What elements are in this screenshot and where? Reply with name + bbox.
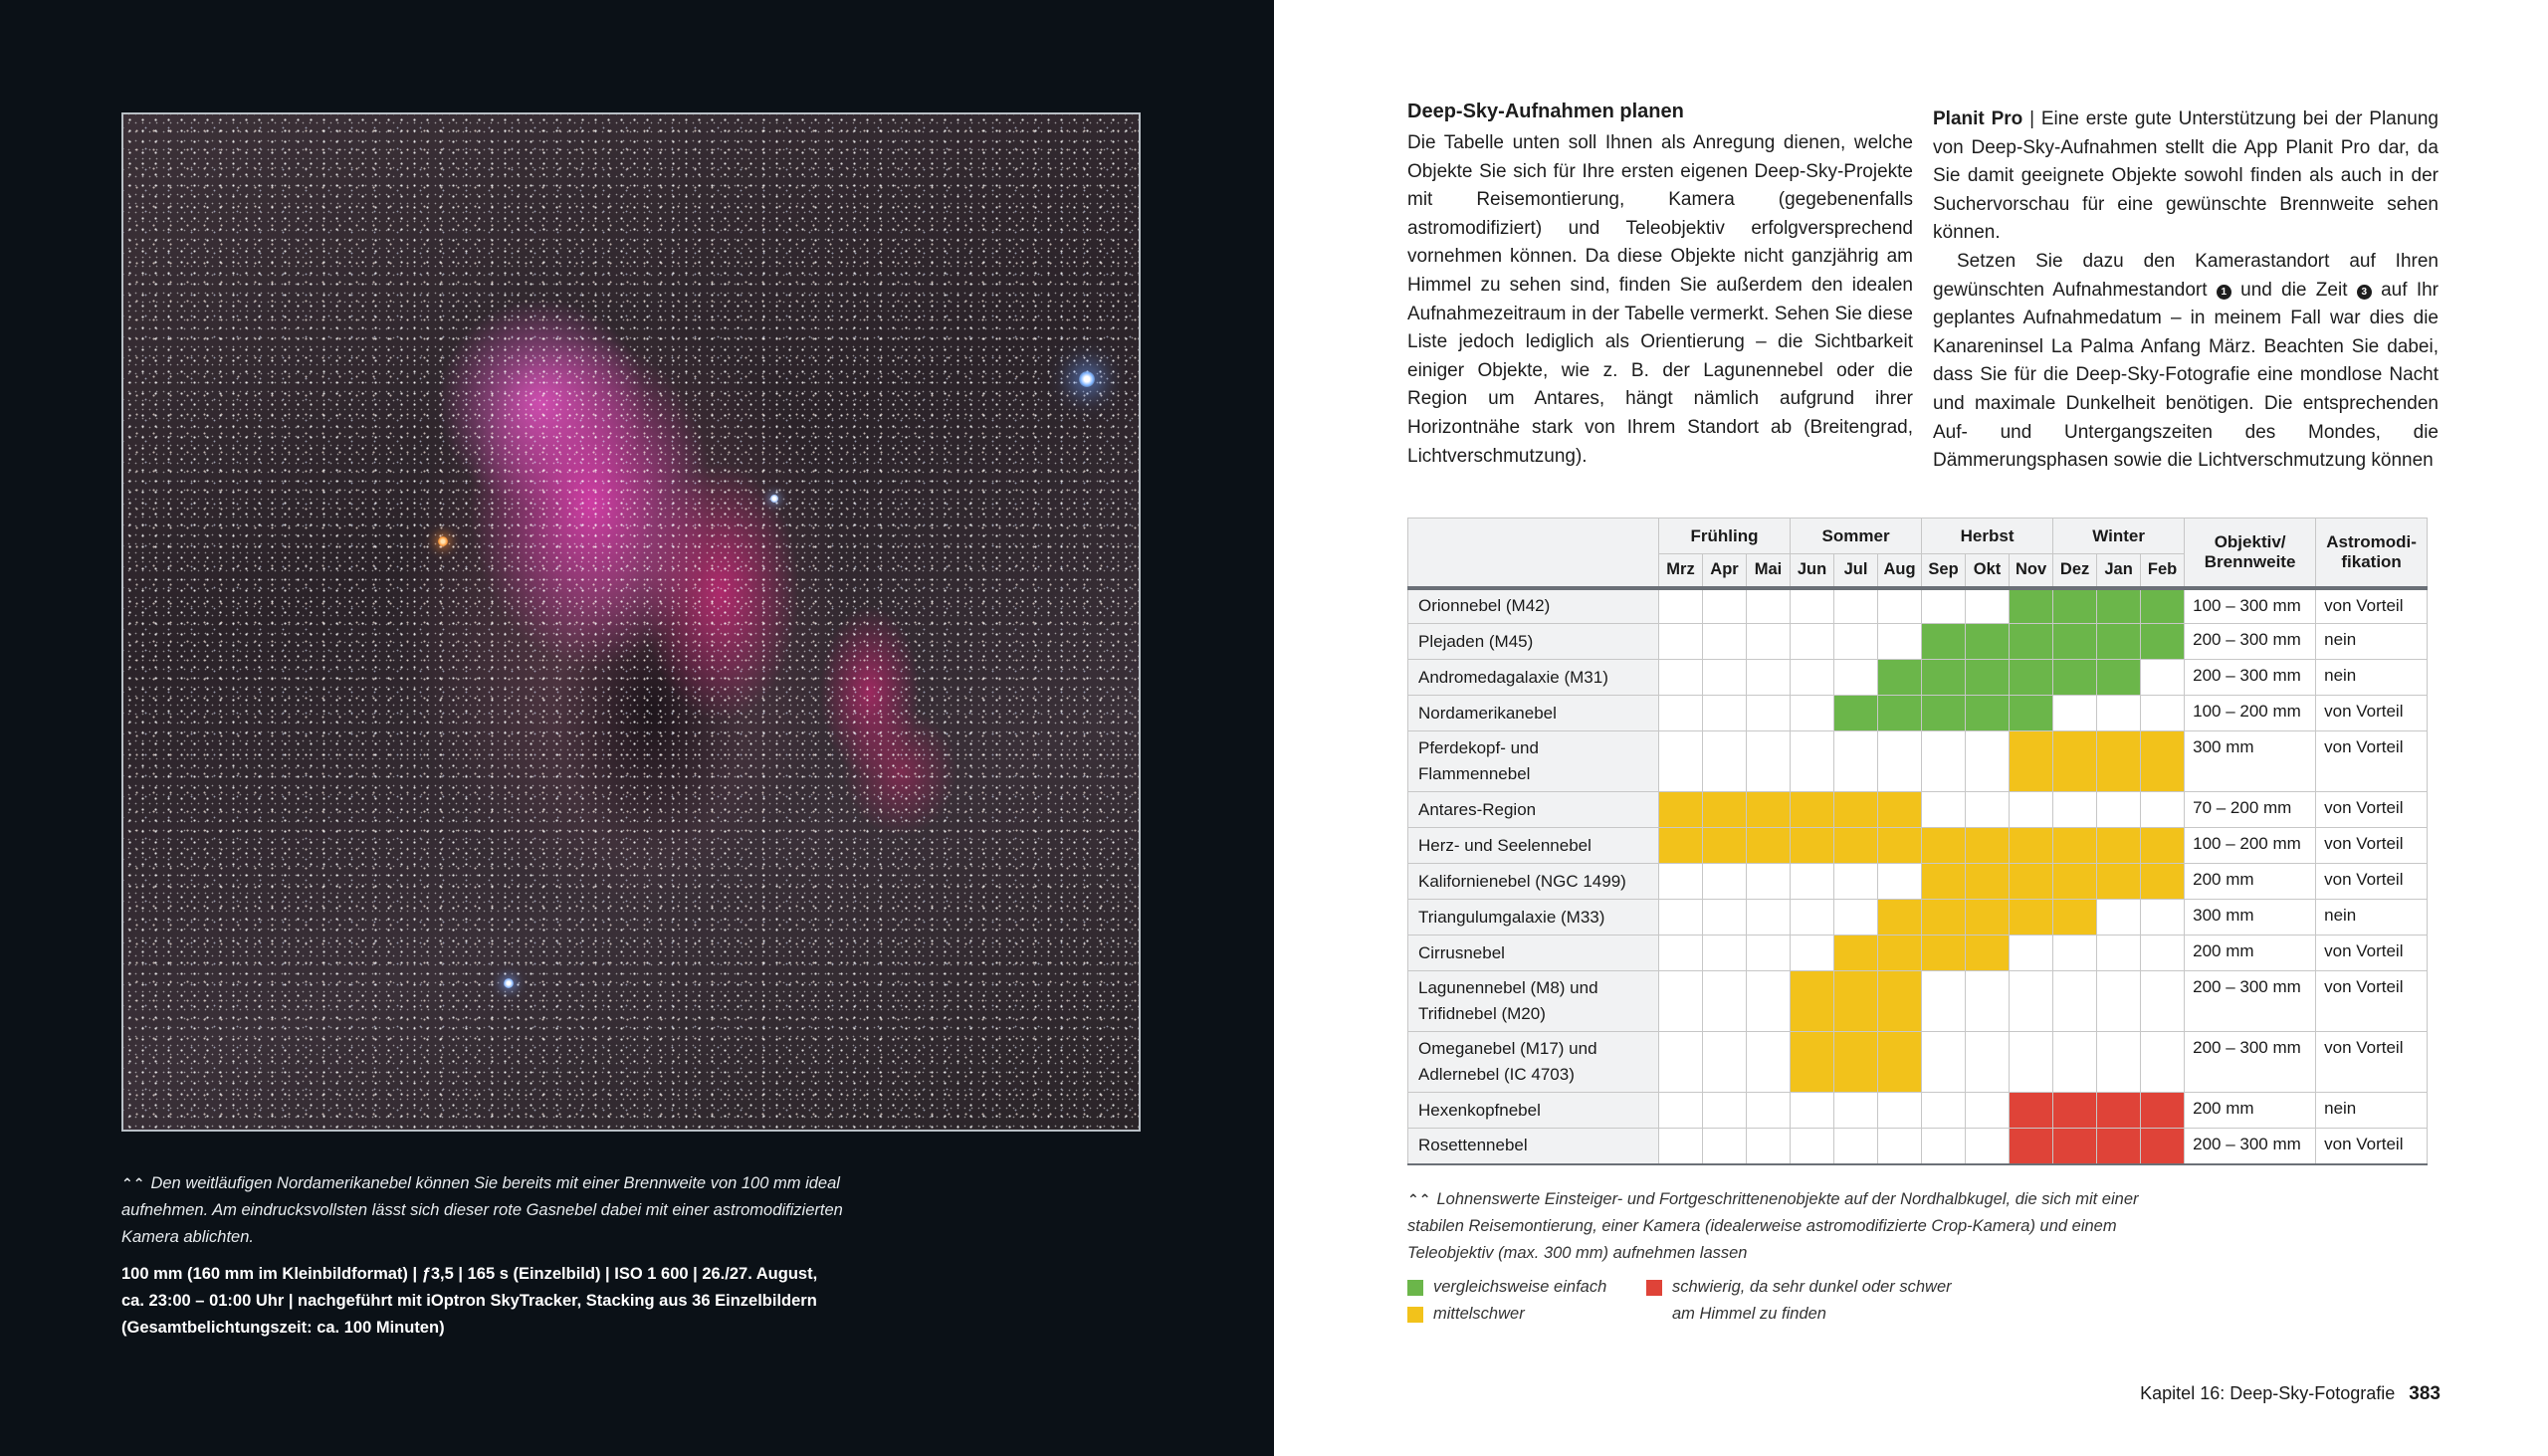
month-cell xyxy=(1703,828,1747,864)
astromod-value: von Vorteil xyxy=(2316,1129,2428,1164)
marker-3-icon: 3 xyxy=(2357,285,2372,300)
month-cell xyxy=(1878,624,1922,660)
photo-caption-text: ⌃⌃ Den weitläufigen Nordamerikanebel können Sie bereits mit einer Brennweite von 100 mm ideal aufnehmen. Am eindrucksvollsten lässt sich dieser rote Gasnebel dabei mit einer astromodifizierten Kamera ablichten. xyxy=(121,1170,878,1251)
month-cell xyxy=(1659,1129,1703,1164)
month-cell xyxy=(2141,828,2185,864)
month-cell xyxy=(2141,731,2185,792)
section-heading: Deep-Sky-Aufnahmen planen xyxy=(1407,101,1684,122)
month-cell xyxy=(1791,1129,1834,1164)
right-page xyxy=(1274,0,2548,1456)
month-header: Sep xyxy=(1922,554,1966,588)
month-cell xyxy=(1659,731,1703,792)
table-row xyxy=(1408,792,2428,828)
month-cell xyxy=(1834,731,1878,792)
month-header: Aug xyxy=(1878,554,1922,588)
focal-length: 200 – 300 mm xyxy=(2185,1032,2316,1093)
month-cell xyxy=(1703,588,1747,624)
month-cell xyxy=(1747,792,1791,828)
month-cell xyxy=(2141,1093,2185,1129)
month-cell xyxy=(2053,624,2097,660)
month-cell xyxy=(1922,1093,1966,1129)
month-cell xyxy=(1922,936,1966,971)
month-cell xyxy=(1966,731,2010,792)
legend-hard-swatch xyxy=(1646,1280,1662,1296)
month-cell xyxy=(1878,1093,1922,1129)
month-cell xyxy=(1791,624,1834,660)
lens-header: Objektiv/ Brennweite xyxy=(2185,519,2316,588)
object-name: Omeganebel (M17) und Adlernebel (IC 4703) xyxy=(1408,1032,1659,1093)
month-cell xyxy=(2010,864,2053,900)
difficulty-legend: vergleichsweise einfach mittelschwer schwierig, da sehr dunkel oder schwer am Himmel zu finden xyxy=(1407,1274,2044,1334)
north-america-nebula-photo xyxy=(121,112,1141,1132)
month-cell xyxy=(1791,864,1834,900)
month-cell xyxy=(1878,971,1922,1032)
month-cell xyxy=(1659,900,1703,936)
month-cell xyxy=(2010,936,2053,971)
object-name: Cirrusnebel xyxy=(1408,936,1659,971)
table-row xyxy=(1408,1093,2428,1129)
astromod-value: von Vorteil xyxy=(2316,588,2428,624)
astromod-value: von Vorteil xyxy=(2316,1032,2428,1093)
month-cell xyxy=(2141,588,2185,624)
month-cell xyxy=(2010,792,2053,828)
focal-length: 70 – 200 mm xyxy=(2185,792,2316,828)
legend-medium-swatch xyxy=(1407,1307,1423,1323)
month-cell xyxy=(1922,624,1966,660)
table-row xyxy=(1408,588,2428,624)
month-cell xyxy=(1966,864,2010,900)
blue-star xyxy=(504,978,514,988)
month-cell xyxy=(2010,971,2053,1032)
deep-sky-objects-table xyxy=(1407,518,2428,1165)
focal-length: 200 mm xyxy=(2185,936,2316,971)
page-number: 383 xyxy=(2409,1383,2441,1404)
month-cell xyxy=(2010,696,2053,731)
month-cell xyxy=(1659,1032,1703,1093)
month-cell xyxy=(1747,1093,1791,1129)
month-header: Jan xyxy=(2097,554,2141,588)
object-name: Antares-Region xyxy=(1408,792,1659,828)
table-caption: ⌃⌃ Lohnenswerte Einsteiger- und Fortgeschrittenenobjekte auf der Nordhalbkugel, die sich mit einer stabilen Reisemontierung, einer Kamera (idealerweise astromodifizierte Crop-Kamera) und einem Teleobjektiv (max. 300 mm) aufnehmen lassen xyxy=(1407,1186,2164,1267)
month-cell xyxy=(1747,936,1791,971)
month-cell xyxy=(2141,864,2185,900)
month-cell xyxy=(1922,696,1966,731)
month-cell xyxy=(1922,1129,1966,1164)
month-cell xyxy=(1747,588,1791,624)
orange-star xyxy=(438,536,448,546)
exposure-details: 100 mm (160 mm im Kleinbildformat) | ƒ3,5 | 165 s (Einzelbild) | ISO 1 600 | 26./27. August, ca. 23:00 – 01:00 Uhr | nachgeführt mit iOptron SkyTracker, Stacking aus 36 Einzelbildern (Gesamtbelichtungszeit: ca. 100 Minuten) xyxy=(121,1265,818,1337)
caption-arrow-icon: ⌃⌃ xyxy=(1407,1191,1431,1207)
month-cell xyxy=(2097,1129,2141,1164)
month-cell xyxy=(1703,1093,1747,1129)
object-name: Pferdekopf- und Flammennebel xyxy=(1408,731,1659,792)
month-cell xyxy=(1747,731,1791,792)
month-cell xyxy=(1834,936,1878,971)
focal-length: 200 – 300 mm xyxy=(2185,624,2316,660)
page-footer xyxy=(2122,1383,2441,1405)
object-name: Plejaden (M45) xyxy=(1408,624,1659,660)
month-cell xyxy=(2053,1032,2097,1093)
month-cell xyxy=(1703,731,1747,792)
astromod-value: von Vorteil xyxy=(2316,971,2428,1032)
text-column-right xyxy=(1933,105,2439,476)
month-cell xyxy=(1922,660,1966,696)
month-cell xyxy=(2097,971,2141,1032)
month-cell xyxy=(1834,624,1878,660)
table-row xyxy=(1408,1032,2428,1093)
object-name: Nordamerikanebel xyxy=(1408,696,1659,731)
month-cell xyxy=(2053,588,2097,624)
month-cell xyxy=(1747,624,1791,660)
month-cell xyxy=(2097,792,2141,828)
month-cell xyxy=(1659,1093,1703,1129)
astromod-value: nein xyxy=(2316,660,2428,696)
month-cell xyxy=(1834,1093,1878,1129)
month-cell xyxy=(2141,1129,2185,1164)
month-cell xyxy=(1834,828,1878,864)
month-cell xyxy=(2053,1093,2097,1129)
month-cell xyxy=(2053,731,2097,792)
month-cell xyxy=(2097,828,2141,864)
month-cell xyxy=(1966,936,2010,971)
astromod-value: von Vorteil xyxy=(2316,864,2428,900)
month-cell xyxy=(1966,588,2010,624)
month-cell xyxy=(2053,864,2097,900)
object-header xyxy=(1408,519,1659,588)
astromod-value: nein xyxy=(2316,1093,2428,1129)
month-cell xyxy=(1747,1032,1791,1093)
month-cell xyxy=(1703,1129,1747,1164)
month-cell xyxy=(1747,864,1791,900)
month-cell xyxy=(1834,660,1878,696)
month-cell xyxy=(2010,588,2053,624)
month-cell xyxy=(2097,624,2141,660)
month-cell xyxy=(1659,971,1703,1032)
month-cell xyxy=(2097,731,2141,792)
month-cell xyxy=(1878,792,1922,828)
month-cell xyxy=(1922,864,1966,900)
month-cell xyxy=(1659,660,1703,696)
text-column-left xyxy=(1407,98,1913,471)
month-cell xyxy=(1966,828,2010,864)
month-cell xyxy=(1922,828,1966,864)
month-cell xyxy=(1703,624,1747,660)
table-row xyxy=(1408,864,2428,900)
month-cell xyxy=(1747,900,1791,936)
month-cell xyxy=(1747,971,1791,1032)
month-cell xyxy=(2141,624,2185,660)
table-row xyxy=(1408,971,2428,1032)
month-header: Mai xyxy=(1747,554,1791,588)
astromod-value: nein xyxy=(2316,624,2428,660)
caption-arrow-icon: ⌃⌃ xyxy=(121,1175,145,1191)
marker-1-icon: 1 xyxy=(2217,285,2231,300)
photo-caption xyxy=(121,1170,878,1342)
month-cell xyxy=(2141,660,2185,696)
month-cell xyxy=(1922,900,1966,936)
month-cell xyxy=(1791,731,1834,792)
month-cell xyxy=(1966,696,2010,731)
month-cell xyxy=(1659,936,1703,971)
month-header: Jun xyxy=(1791,554,1834,588)
table-row xyxy=(1408,696,2428,731)
month-cell xyxy=(1703,660,1747,696)
month-cell xyxy=(1659,624,1703,660)
month-cell xyxy=(2010,731,2053,792)
month-cell xyxy=(1966,624,2010,660)
month-header: Dez xyxy=(2053,554,2097,588)
month-cell xyxy=(2053,936,2097,971)
object-name: Andromedagalaxie (M31) xyxy=(1408,660,1659,696)
month-cell xyxy=(1966,900,2010,936)
table-row xyxy=(1408,828,2428,864)
month-cell xyxy=(1791,588,1834,624)
month-cell xyxy=(1878,588,1922,624)
object-name: Orionnebel (M42) xyxy=(1408,588,1659,624)
month-cell xyxy=(2053,1129,2097,1164)
month-cell xyxy=(1878,1129,1922,1164)
intro-paragraph: Die Tabelle unten soll Ihnen als Anregung dienen, welche Objekte Sie sich für Ihre ersten eigenen Deep-Sky-Projekte mit Reisemontierung, Kamera (gegebenenfalls astromodifiziert) und Teleobjektiv erfolgversprechend vornehmen können. Da diese Objekte nicht ganzjährig am Himmel zu sehen sind, finden Sie außerdem den idealen Aufnahmezeitraum in der Tabelle vermerkt. Sehen Sie diese Liste jedoch lediglich als Orientierung – die Sichtbarkeit einiger Objekte, wie z. B. der Lagunennebel oder die Region um Antares, hängt nämlich aufgrund ihrer Horizontnähe stark von Ihrem Standort ab (Breitengrad, Lichtverschmutzung). xyxy=(1407,132,1913,467)
month-cell xyxy=(2141,1032,2185,1093)
legend-easy-swatch xyxy=(1407,1280,1423,1296)
month-cell xyxy=(1791,828,1834,864)
focal-length: 200 mm xyxy=(2185,864,2316,900)
planit-paragraph: Planit Pro | Eine erste gute Unterstützung bei der Planung von Deep-Sky-Aufnahmen stellt die App Planit Pro dar, da Sie damit geeignete Objekte sowohl finden als auch in der Suchervorschau für eine gewünschte Brennweite sehen können. xyxy=(1933,108,2439,244)
month-cell xyxy=(1834,696,1878,731)
astromod-header: Astromodi-fikation xyxy=(2316,519,2428,588)
month-cell xyxy=(1966,1032,2010,1093)
month-header: Jul xyxy=(1834,554,1878,588)
month-cell xyxy=(1966,1129,2010,1164)
object-name: Triangulumgalaxie (M33) xyxy=(1408,900,1659,936)
month-cell xyxy=(1922,588,1966,624)
month-cell xyxy=(2053,696,2097,731)
month-header: Apr xyxy=(1703,554,1747,588)
focal-length: 200 – 300 mm xyxy=(2185,660,2316,696)
month-cell xyxy=(1878,900,1922,936)
month-cell xyxy=(1878,1032,1922,1093)
month-cell xyxy=(1703,936,1747,971)
table-row xyxy=(1408,1129,2428,1164)
month-cell xyxy=(1703,696,1747,731)
month-cell xyxy=(1834,900,1878,936)
month-cell xyxy=(1878,731,1922,792)
month-cell xyxy=(2097,900,2141,936)
month-cell xyxy=(2053,971,2097,1032)
month-cell xyxy=(2097,696,2141,731)
astromod-value: von Vorteil xyxy=(2316,731,2428,792)
season-spring: Frühling xyxy=(1659,519,1791,554)
focal-length: 200 – 300 mm xyxy=(2185,1129,2316,1164)
object-name: Kalifornienebel (NGC 1499) xyxy=(1408,864,1659,900)
month-cell xyxy=(1703,900,1747,936)
deep-sky-table-wrap xyxy=(1407,518,2427,1165)
focal-length: 100 – 200 mm xyxy=(2185,696,2316,731)
month-cell xyxy=(1703,792,1747,828)
focal-length: 300 mm xyxy=(2185,731,2316,792)
month-cell xyxy=(1834,792,1878,828)
focal-length: 200 mm xyxy=(2185,1093,2316,1129)
astromod-value: nein xyxy=(2316,900,2428,936)
object-name: Herz- und Seelennebel xyxy=(1408,828,1659,864)
month-cell xyxy=(1922,792,1966,828)
star-field xyxy=(123,114,1139,1130)
object-name: Rosettennebel xyxy=(1408,1129,1659,1164)
month-cell xyxy=(2053,828,2097,864)
setup-paragraph: Setzen Sie dazu den Kamerastandort auf Ihren gewünschten Aufnahmestandort 1 und die Zeit 3 auf Ihr geplantes Aufnahmedatum – in meinem Fall war dies die Kanareninsel La Palma Anfang März. Beachten Sie dabei, dass Sie für die Deep-Sky-Fotografie eine mondlose Nacht und maximale Dunkelheit benötigen. Die entsprechenden Auf- und Untergangszeiten des Mondes, die Dämmerungsphasen sowie die Lichtverschmutzung können xyxy=(1933,250,2439,472)
month-cell xyxy=(1791,792,1834,828)
month-header: Okt xyxy=(1966,554,2010,588)
month-cell xyxy=(2010,660,2053,696)
month-cell xyxy=(1791,1032,1834,1093)
month-cell xyxy=(2141,971,2185,1032)
month-cell xyxy=(1659,588,1703,624)
table-row xyxy=(1408,624,2428,660)
season-autumn: Herbst xyxy=(1922,519,2053,554)
month-cell xyxy=(2097,864,2141,900)
month-cell xyxy=(1659,864,1703,900)
month-cell xyxy=(2010,1032,2053,1093)
month-cell xyxy=(1966,971,2010,1032)
month-cell xyxy=(2010,1129,2053,1164)
month-cell xyxy=(2097,1032,2141,1093)
season-winter: Winter xyxy=(2053,519,2185,554)
month-cell xyxy=(1791,696,1834,731)
month-cell xyxy=(1878,696,1922,731)
month-cell xyxy=(1791,971,1834,1032)
month-header: Feb xyxy=(2141,554,2185,588)
season-header-row xyxy=(1408,519,2428,554)
month-cell xyxy=(1747,696,1791,731)
chapter-title: Kapitel 16: Deep-Sky-Fotografie xyxy=(2140,1383,2396,1403)
month-cell xyxy=(1747,828,1791,864)
month-cell xyxy=(1791,660,1834,696)
month-cell xyxy=(1834,1129,1878,1164)
month-cell xyxy=(2010,624,2053,660)
season-summer: Sommer xyxy=(1791,519,1922,554)
month-cell xyxy=(2053,660,2097,696)
month-cell xyxy=(1791,936,1834,971)
table-row xyxy=(1408,900,2428,936)
astromod-value: von Vorteil xyxy=(2316,828,2428,864)
month-cell xyxy=(1747,660,1791,696)
month-cell xyxy=(1834,864,1878,900)
month-cell xyxy=(1922,1032,1966,1093)
month-cell xyxy=(2010,900,2053,936)
month-cell xyxy=(1966,660,2010,696)
month-cell xyxy=(1878,660,1922,696)
month-cell xyxy=(1703,971,1747,1032)
month-cell xyxy=(1878,828,1922,864)
month-cell xyxy=(2141,900,2185,936)
month-cell xyxy=(2141,792,2185,828)
month-cell xyxy=(1966,792,2010,828)
astromod-value: von Vorteil xyxy=(2316,696,2428,731)
month-cell xyxy=(1791,900,1834,936)
focal-length: 100 – 300 mm xyxy=(2185,588,2316,624)
object-name: Hexenkopfnebel xyxy=(1408,1093,1659,1129)
focal-length: 100 – 200 mm xyxy=(2185,828,2316,864)
month-cell xyxy=(1659,792,1703,828)
month-cell xyxy=(1878,864,1922,900)
month-cell xyxy=(1922,731,1966,792)
table-row xyxy=(1408,731,2428,792)
object-name: Lagunennebel (M8) und Trifidnebel (M20) xyxy=(1408,971,1659,1032)
month-cell xyxy=(2010,1093,2053,1129)
month-cell xyxy=(1922,971,1966,1032)
focal-length: 300 mm xyxy=(2185,900,2316,936)
month-cell xyxy=(1659,696,1703,731)
table-row xyxy=(1408,660,2428,696)
small-blue-star xyxy=(770,495,778,503)
month-cell xyxy=(2097,1093,2141,1129)
month-cell xyxy=(2141,696,2185,731)
month-cell xyxy=(1703,864,1747,900)
month-cell xyxy=(1834,1032,1878,1093)
month-header: Nov xyxy=(2010,554,2053,588)
month-cell xyxy=(1878,936,1922,971)
astromod-value: von Vorteil xyxy=(2316,792,2428,828)
bright-blue-star xyxy=(1079,371,1095,387)
table-body xyxy=(1408,588,2428,1164)
month-cell xyxy=(2097,936,2141,971)
month-cell xyxy=(2097,588,2141,624)
planit-lead: Planit Pro xyxy=(1933,108,2023,129)
month-cell xyxy=(1966,1093,2010,1129)
month-cell xyxy=(1747,1129,1791,1164)
month-cell xyxy=(1659,828,1703,864)
focal-length: 200 – 300 mm xyxy=(2185,971,2316,1032)
month-header: Mrz xyxy=(1659,554,1703,588)
month-cell xyxy=(2053,792,2097,828)
month-cell xyxy=(1834,971,1878,1032)
month-cell xyxy=(1834,588,1878,624)
month-cell xyxy=(2053,900,2097,936)
month-cell xyxy=(2010,828,2053,864)
astromod-value: von Vorteil xyxy=(2316,936,2428,971)
month-cell xyxy=(1791,1093,1834,1129)
table-row xyxy=(1408,936,2428,971)
month-cell xyxy=(2097,660,2141,696)
month-cell xyxy=(1703,1032,1747,1093)
month-cell xyxy=(2141,936,2185,971)
